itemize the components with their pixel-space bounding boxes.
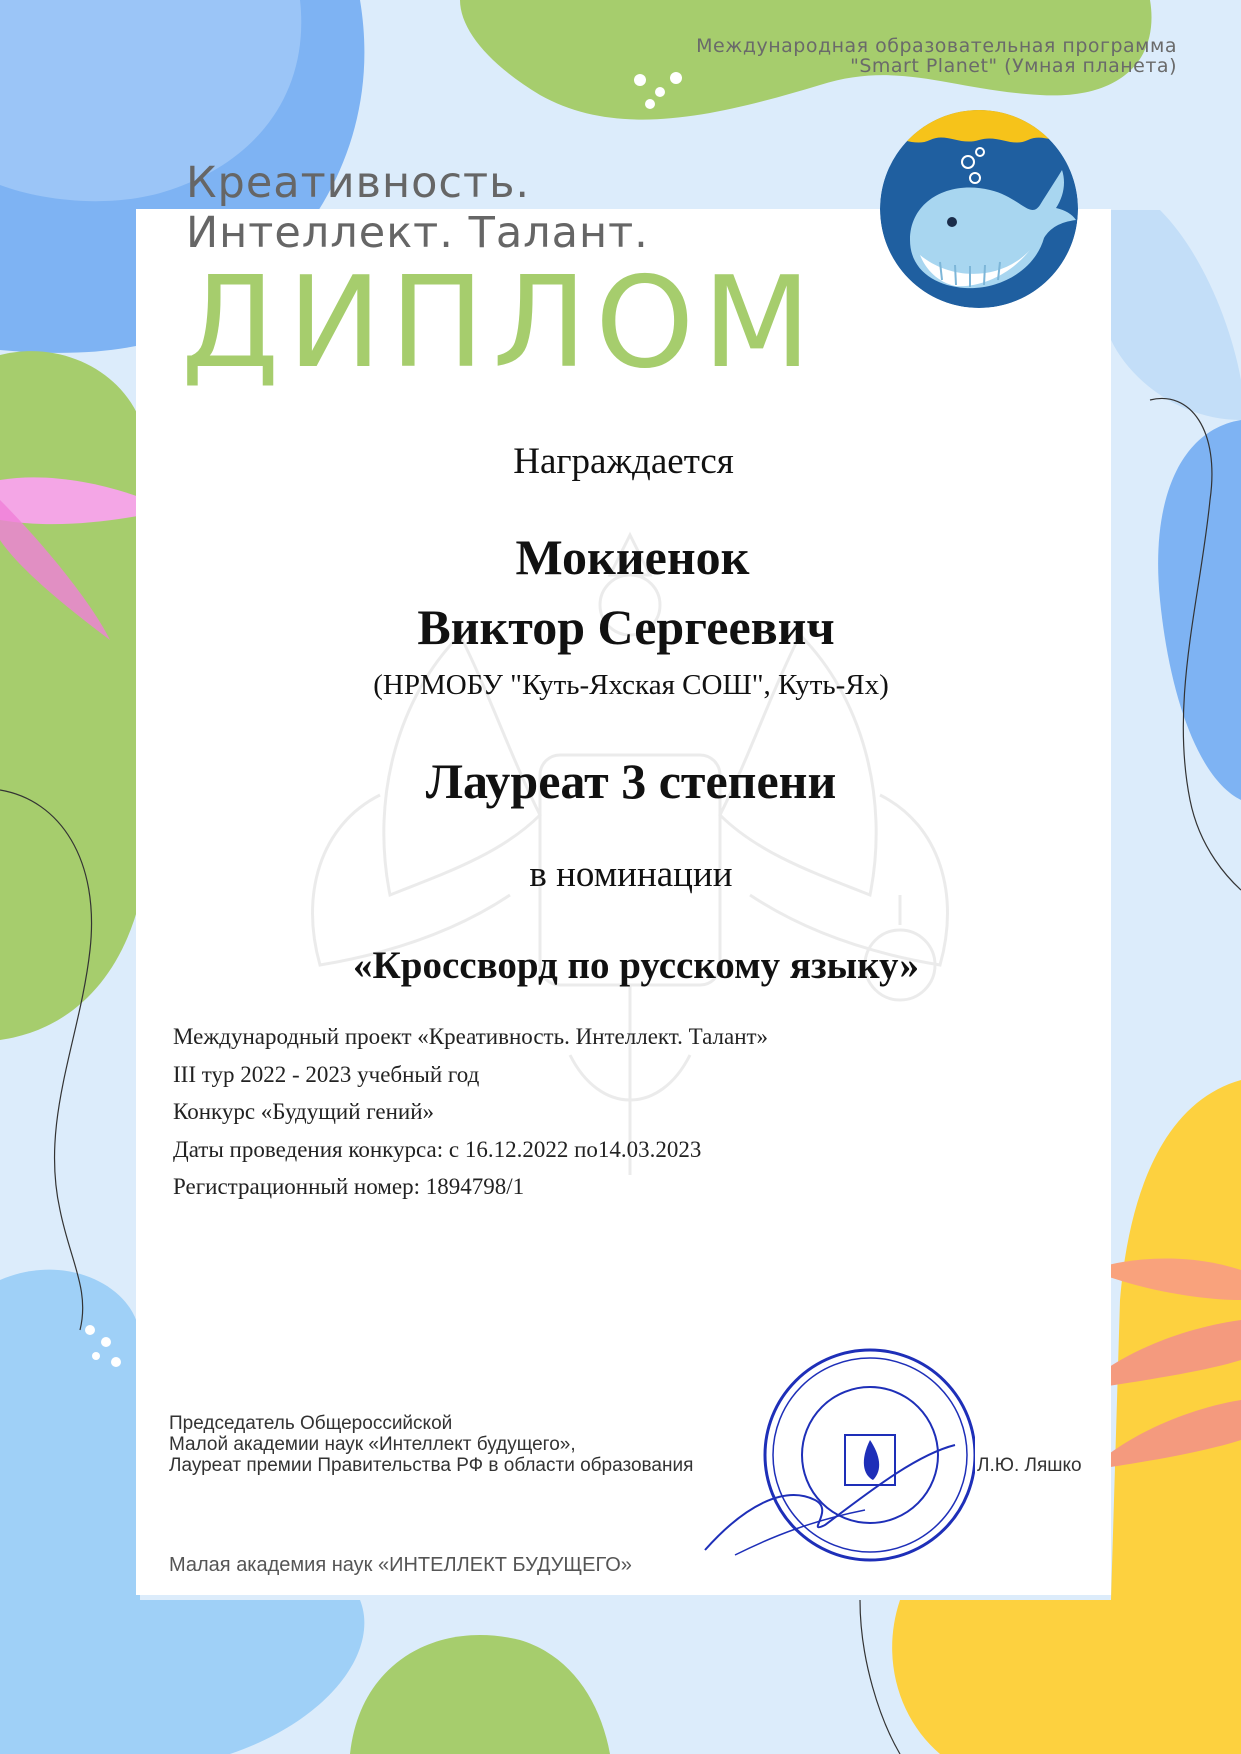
program-line-1: Международная образовательная программа xyxy=(696,35,1177,57)
recipient-given-names: Виктор Сергеевич xyxy=(417,599,835,655)
tagline-line-1: Креативность. xyxy=(186,158,531,208)
academy-footer: Малая академия наук «ИНТЕЛЛЕКТ БУДУЩЕГО» xyxy=(169,1554,632,1576)
official-seal xyxy=(695,1335,975,1595)
contest-details xyxy=(173,1018,768,1206)
project-tagline xyxy=(186,158,649,258)
detail-line-dates: Даты проведения конкурса: с 16.12.2022 по14.03.2023 xyxy=(173,1136,702,1162)
nomination-label: в номинации xyxy=(529,854,733,895)
whale-logo xyxy=(880,110,1078,308)
tagline-line-2: Интеллект. Талант. xyxy=(186,208,649,258)
chair-credentials xyxy=(169,1413,693,1476)
recipient-organization: (НРМОБУ "Куть-Яхская СОШ", Куть-Ях) xyxy=(373,669,889,701)
nomination-title: «Кроссворд по русскому языку» xyxy=(353,944,919,987)
detail-line-contest: Конкурс «Будущий гений» xyxy=(173,1099,435,1124)
chair-line-2: Малой академии наук «Интеллект будущего», xyxy=(169,1434,576,1455)
detail-line-round: III тур 2022 - 2023 учебный год xyxy=(173,1061,480,1087)
award-rank: Лауреат 3 степени xyxy=(425,753,837,809)
signer-name: Л.Ю. Ляшко xyxy=(977,1455,1082,1476)
program-line-2: "Smart Planet" (Умная планета) xyxy=(850,55,1177,77)
awarded-label: Награждается xyxy=(513,441,734,482)
chair-line-3: Лауреат премии Правительства РФ в области образования xyxy=(169,1455,694,1476)
detail-line-project: Международный проект «Креативность. Интеллект. Талант» xyxy=(173,1024,769,1049)
program-name xyxy=(696,36,1177,76)
detail-line-registration: Регистрационный номер: 1894798/1 xyxy=(173,1174,525,1199)
diploma-title: ДИПЛОМ xyxy=(181,249,820,396)
chair-line-1: Председатель Общероссийской xyxy=(169,1413,453,1434)
recipient-surname: Мокиенок xyxy=(515,529,750,585)
